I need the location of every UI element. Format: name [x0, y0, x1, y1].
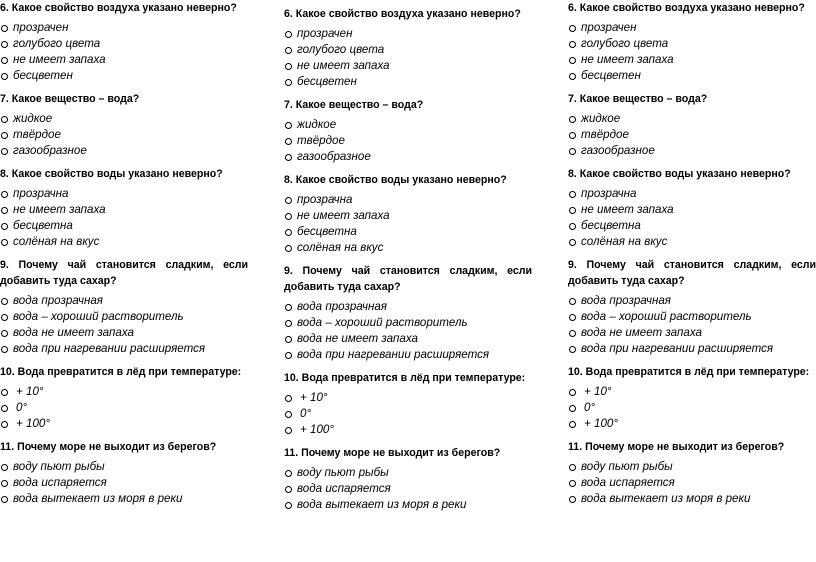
- option[interactable]: + 100°: [0, 416, 248, 432]
- option[interactable]: не имеет запаха: [568, 202, 816, 218]
- option[interactable]: не имеет запаха: [284, 58, 532, 74]
- question-9: 9. Почему чай становится сладким, если добавить туда сахар?: [284, 265, 532, 293]
- option[interactable]: + 10°: [284, 390, 532, 406]
- option[interactable]: бесцветен: [568, 68, 816, 84]
- question-7: 7. Какое вещество – вода?: [284, 99, 424, 111]
- options-list: [568, 111, 816, 159]
- quiz-column-3: [568, 0, 816, 514]
- question-8: 8. Какое свойство воды указано неверно?: [0, 168, 223, 180]
- question-8: 8. Какое свойство воды указано неверно?: [568, 168, 791, 180]
- option[interactable]: прозрачен: [0, 20, 248, 36]
- question-11: 11. Почему море не выходит из берегов?: [284, 447, 501, 459]
- question-10: 10. Вода превратится в лёд при температуре:: [568, 366, 810, 378]
- question-11: 11. Почему море не выходит из берегов?: [0, 441, 217, 453]
- options-list: [284, 117, 532, 165]
- option[interactable]: бесцветна: [0, 218, 248, 234]
- option[interactable]: 0°: [568, 400, 816, 416]
- question-9: 9. Почему чай становится сладким, если добавить туда сахар?: [0, 259, 248, 287]
- option[interactable]: солёная на вкус: [284, 240, 532, 256]
- quiz-column-1: [0, 0, 248, 514]
- option[interactable]: вода прозрачная: [0, 293, 248, 309]
- options-list: [0, 293, 248, 357]
- option[interactable]: воду пьют рыбы: [0, 459, 248, 475]
- options-list: [0, 384, 248, 432]
- option[interactable]: 0°: [284, 406, 532, 422]
- option[interactable]: вода испаряется: [0, 475, 248, 491]
- options-list: [568, 186, 816, 250]
- option[interactable]: прозрачна: [0, 186, 248, 202]
- option[interactable]: + 100°: [568, 416, 816, 432]
- option[interactable]: + 10°: [0, 384, 248, 400]
- options-list: [0, 186, 248, 250]
- options-list: [568, 293, 816, 357]
- option[interactable]: бесцветен: [284, 74, 532, 90]
- options-list: [284, 390, 532, 438]
- options-list: [284, 299, 532, 363]
- option[interactable]: солёная на вкус: [0, 234, 248, 250]
- option[interactable]: твёрдое: [0, 127, 248, 143]
- question-7: 7. Какое вещество – вода?: [568, 93, 708, 105]
- option[interactable]: солёная на вкус: [568, 234, 816, 250]
- option[interactable]: не имеет запаха: [568, 52, 816, 68]
- option[interactable]: голубого цвета: [0, 36, 248, 52]
- question-7: 7. Какое вещество – вода?: [0, 93, 140, 105]
- options-list: [568, 459, 816, 507]
- option[interactable]: не имеет запаха: [0, 202, 248, 218]
- option[interactable]: газообразное: [0, 143, 248, 159]
- options-list: [568, 384, 816, 432]
- option[interactable]: вода при нагревании расширяется: [0, 341, 248, 357]
- option[interactable]: бесцветна: [284, 224, 532, 240]
- option[interactable]: вода – хороший растворитель: [284, 315, 532, 331]
- question-8: 8. Какое свойство воды указано неверно?: [284, 174, 507, 186]
- option[interactable]: бесцветен: [0, 68, 248, 84]
- option[interactable]: не имеет запаха: [284, 208, 532, 224]
- option[interactable]: жидкое: [284, 117, 532, 133]
- option[interactable]: голубого цвета: [284, 42, 532, 58]
- option[interactable]: вода испаряется: [284, 481, 532, 497]
- option[interactable]: жидкое: [568, 111, 816, 127]
- option[interactable]: вода вытекает из моря в реки: [568, 491, 816, 507]
- question-9: 9. Почему чай становится сладким, если добавить туда сахар?: [568, 259, 816, 287]
- option[interactable]: вода вытекает из моря в реки: [284, 497, 532, 513]
- option[interactable]: вода испаряется: [568, 475, 816, 491]
- options-list: [284, 26, 532, 90]
- option[interactable]: вода – хороший растворитель: [0, 309, 248, 325]
- options-list: [0, 20, 248, 84]
- option[interactable]: + 10°: [568, 384, 816, 400]
- option[interactable]: вода прозрачная: [284, 299, 532, 315]
- option[interactable]: вода не имеет запаха: [568, 325, 816, 341]
- option[interactable]: вода не имеет запаха: [0, 325, 248, 341]
- option[interactable]: прозрачна: [284, 192, 532, 208]
- options-list: [0, 459, 248, 507]
- option[interactable]: голубого цвета: [568, 36, 816, 52]
- option[interactable]: вода – хороший растворитель: [568, 309, 816, 325]
- options-list: [284, 192, 532, 256]
- option[interactable]: не имеет запаха: [0, 52, 248, 68]
- question-6: 6. Какое свойство воздуха указано неверно?: [568, 2, 805, 14]
- option[interactable]: газообразное: [284, 149, 532, 165]
- option[interactable]: прозрачен: [284, 26, 532, 42]
- question-11: 11. Почему море не выходит из берегов?: [568, 441, 785, 453]
- option[interactable]: вода прозрачная: [568, 293, 816, 309]
- option[interactable]: твёрдое: [568, 127, 816, 143]
- option[interactable]: бесцветна: [568, 218, 816, 234]
- option[interactable]: + 100°: [284, 422, 532, 438]
- options-list: [0, 111, 248, 159]
- option[interactable]: 0°: [0, 400, 248, 416]
- option[interactable]: вода вытекает из моря в реки: [0, 491, 248, 507]
- option[interactable]: воду пьют рыбы: [568, 459, 816, 475]
- option[interactable]: вода не имеет запаха: [284, 331, 532, 347]
- option[interactable]: жидкое: [0, 111, 248, 127]
- option[interactable]: вода при нагревании расширяется: [284, 347, 532, 363]
- question-6: 6. Какое свойство воздуха указано неверно?: [284, 8, 521, 20]
- question-10: 10. Вода превратится в лёд при температуре:: [0, 366, 242, 378]
- option[interactable]: прозрачна: [568, 186, 816, 202]
- option[interactable]: газообразное: [568, 143, 816, 159]
- option[interactable]: твёрдое: [284, 133, 532, 149]
- options-list: [568, 20, 816, 84]
- question-10: 10. Вода превратится в лёд при температуре:: [284, 372, 526, 384]
- option[interactable]: вода при нагревании расширяется: [568, 341, 816, 357]
- question-6: 6. Какое свойство воздуха указано неверно?: [0, 2, 237, 14]
- option[interactable]: прозрачен: [568, 20, 816, 36]
- option[interactable]: воду пьют рыбы: [284, 465, 532, 481]
- quiz-column-2: [284, 6, 532, 520]
- options-list: [284, 465, 532, 513]
